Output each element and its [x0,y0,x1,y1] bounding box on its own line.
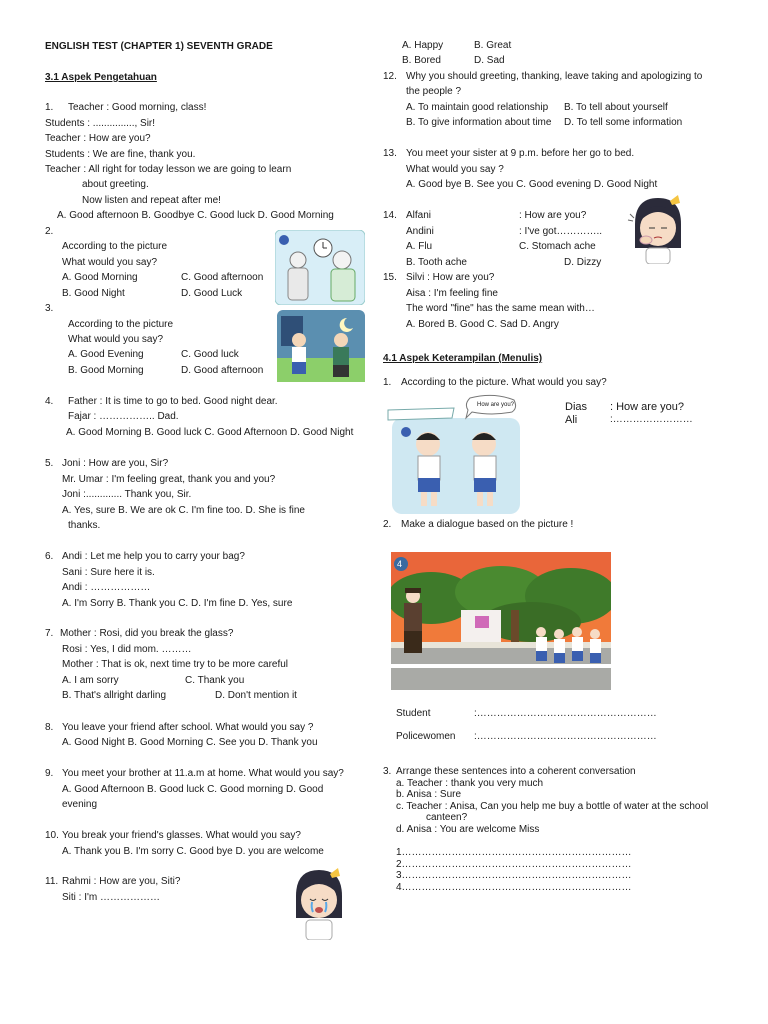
q6-line: Andi : Let me help you to carry your bag? [62,551,245,562]
w1-line: According to the picture. What would you say? [401,377,607,388]
q3-option-d: D. Good afternoon [181,365,264,376]
w1-speaker-dias: Dias [565,401,588,413]
w1-speaker-ali: Ali [565,414,578,426]
q5-line: Mr. Umar : I'm feeling great, thank you and you? [62,474,276,485]
q13-line: You meet your sister at 9 p.m. before her go to bed. [406,148,635,159]
q7-number: 7. [45,628,54,639]
q8-line: You leave your friend after school. What would you say ? [62,722,314,733]
w3-line: Arrange these sentences into a coherent conversation [396,766,636,777]
q7-line: Rosi : Yes, I did mom. ……… [62,644,192,655]
section-knowledge: 3.1 Aspek Pengetahuan [45,72,157,83]
q2-picture-greeting [275,230,365,305]
q13-line: What would you say ? [406,164,504,175]
q10-number: 10. [45,830,59,841]
w3-sentence-d: d. Anisa : You are welcome Miss [396,824,540,835]
section-skill: 4.1 Aspek Keterampilan (Menulis) [383,353,543,364]
q15-line: Silvi : How are you? [406,272,495,283]
q5-line: thanks. [68,520,101,531]
w3-answer-line-4[interactable]: 4…………………………………………………………… [396,882,632,893]
q14-speaker: Alfani [406,210,432,221]
q14-line: : How are you? [519,210,587,221]
q5-number: 5. [45,458,54,469]
q15-number: 15. [383,272,397,283]
q5-line: Joni : How are you, Sir? [62,458,169,469]
q7-option-c: C. Thank you [185,675,245,686]
q7-line: Mother : Rosi, did you break the glass? [60,628,234,639]
w3-number: 3. [383,766,392,777]
q1-line: Students : ..............., Sir! [45,118,156,129]
w1-number: 1. [383,377,392,388]
q9-options: A. Good Afternoon B. Good luck C. Good morning D. Good [62,784,324,795]
q15-line: Aisa : I'm feeling fine [406,288,498,299]
q1-line: about greeting. [82,179,149,190]
q1-number: 1. [45,102,54,113]
q4-line: Fajar : …………….. Dad. [68,411,179,422]
q1-line: Now listen and repeat after me! [82,195,221,206]
q8-options: A. Good Night B. Good Morning C. See you D. Thank you [62,737,318,748]
sick-girl-illustration [626,194,690,264]
picture-number-label: 4 [397,559,403,569]
q14-option-b: B. Tooth ache [406,257,467,268]
q15-line: The word "fine" has the same mean with… [406,303,595,314]
q6-line: Andi : ……………… [62,582,151,593]
q12-option-b: B. To tell about yourself [564,102,668,113]
q9-line: evening [62,799,98,810]
q4-line: Father : It is time to go to bed. Good night dear. [68,396,278,407]
q1-options: A. Good afternoon B. Goodbye C. Good luck D. Good Morning [57,210,334,221]
q6-line: Sani : Sure here it is. [62,567,155,578]
q3-picture-evening [277,310,365,382]
q12-option-c: B. To give information about time [406,117,552,128]
q14-option-a: A. Flu [406,241,433,252]
q2-option-c: C. Good afternoon [181,272,264,283]
w2-student-answer-line[interactable]: :……………………………………………… [474,708,657,719]
q12-number: 12. [383,71,397,82]
q11-option-d: D. Sad [474,55,505,66]
q2-line: What would you say? [62,257,158,268]
w2-student-label: Student [396,708,431,719]
crying-girl-illustration [288,866,350,940]
q6-number: 6. [45,551,54,562]
q14-option-c: C. Stomach ache [519,241,596,252]
q3-line: According to the picture [68,319,174,330]
q14-line: : I've got………….. [519,226,603,237]
w1-ali-answer-line[interactable]: :…………………… [610,414,693,425]
q7-line: Mother : That is ok, next time try to be more careful [62,659,289,670]
q10-options: A. Thank you B. I'm sorry C. Good bye D. you are welcome [62,846,324,857]
q4-number: 4. [45,396,54,407]
q3-line: What would you say? [68,334,164,345]
w3-answer-line-2[interactable]: 2…………………………………………………………… [396,859,632,870]
w2-line: Make a dialogue based on the picture ! [401,519,574,530]
q2-line: According to the picture [62,241,168,252]
w3-sentence-c-cont: canteen? [426,812,468,823]
q7-option-d: D. Don't mention it [215,690,297,701]
q11-option-c: B. Bored [402,55,441,66]
q1-line: Teacher : How are you? [45,133,151,144]
w2-police-label: Policewomen [396,731,456,742]
q1-line: Students : We are fine, thank you. [45,149,196,160]
speech-bubble-text: How are you? [477,402,515,408]
w3-answer-line-3[interactable]: 3…………………………………………………………… [396,870,632,881]
q2-option-d: D. Good Luck [181,288,243,299]
q11-line: Rahmi : How are you, Siti? [62,876,181,887]
q7-option-b: B. That's allright darling [62,690,166,701]
q3-option-b: B. Good Morning [68,365,144,376]
w3-answer-line-1[interactable]: 1…………………………………………………………… [396,847,632,858]
w3-sentence-b: b. Anisa : Sure [396,789,462,800]
q1-line: Teacher : Good morning, class! [68,102,207,113]
q1-line: Teacher : All right for today lesson we are going to learn [45,164,292,175]
q14-option-d: D. Dizzy [564,257,602,268]
q11-option-a: A. Happy [402,40,444,51]
q13-options: A. Good bye B. See you C. Good evening D. Good Night [406,179,658,190]
w3-sentence-c: c. Teacher : Anisa, Can you help me buy a bottle of water at the school [396,801,709,812]
q4-options: A. Good Morning B. Good luck C. Good Afternoon D. Good Night [66,427,354,438]
q11-option-b: B. Great [474,40,512,51]
q3-option-c: C. Good luck [181,349,239,360]
q5-line: Joni :............. Thank you, Sir. [62,489,192,500]
q12-line: Why you should greeting, thanking, leave taking and apologizing to [406,71,703,82]
q2-option-b: B. Good Night [62,288,125,299]
q2-option-a: A. Good Morning [62,272,138,283]
q10-line: You break your friend's glasses. What would you say? [62,830,301,841]
w2-picture-police-crossing [391,552,611,690]
q12-option-a: A. To maintain good relationship [406,102,549,113]
q3-number: 3. [45,303,54,314]
q3-option-a: A. Good Evening [68,349,144,360]
q12-line: the people ? [406,86,462,97]
q13-number: 13. [383,148,397,159]
q12-option-d: D. To tell some information [564,117,683,128]
q2-number: 2. [45,226,54,237]
q9-number: 9. [45,768,54,779]
q15-options: A. Bored B. Good C. Sad D. Angry [406,319,559,330]
q11-line: Siti : I'm ……………… [62,892,161,903]
w3-sentence-a: a. Teacher : thank you very much [396,778,544,789]
q9-line: You meet your brother at 11.a.m at home. What would you say? [62,768,344,779]
w2-police-answer-line[interactable]: :……………………………………………… [474,731,657,742]
w1-dias-line: : How are you? [610,401,684,413]
q11-number: 11. [45,876,59,887]
q5-options: A. Yes, sure B. We are ok C. I'm fine too. D. She is fine [62,505,305,516]
q14-speaker: Andini [406,226,434,237]
q8-number: 8. [45,722,54,733]
q14-number: 14. [383,210,397,221]
q6-options: A. I'm Sorry B. Thank you C. D. I'm fine D. Yes, sure [62,598,293,609]
test-title: ENGLISH TEST (CHAPTER 1) SEVENTH GRADE [45,41,273,52]
w2-number: 2. [383,519,392,530]
q7-option-a: A. I am sorry [62,675,119,686]
w1-picture-two-students [382,392,524,516]
